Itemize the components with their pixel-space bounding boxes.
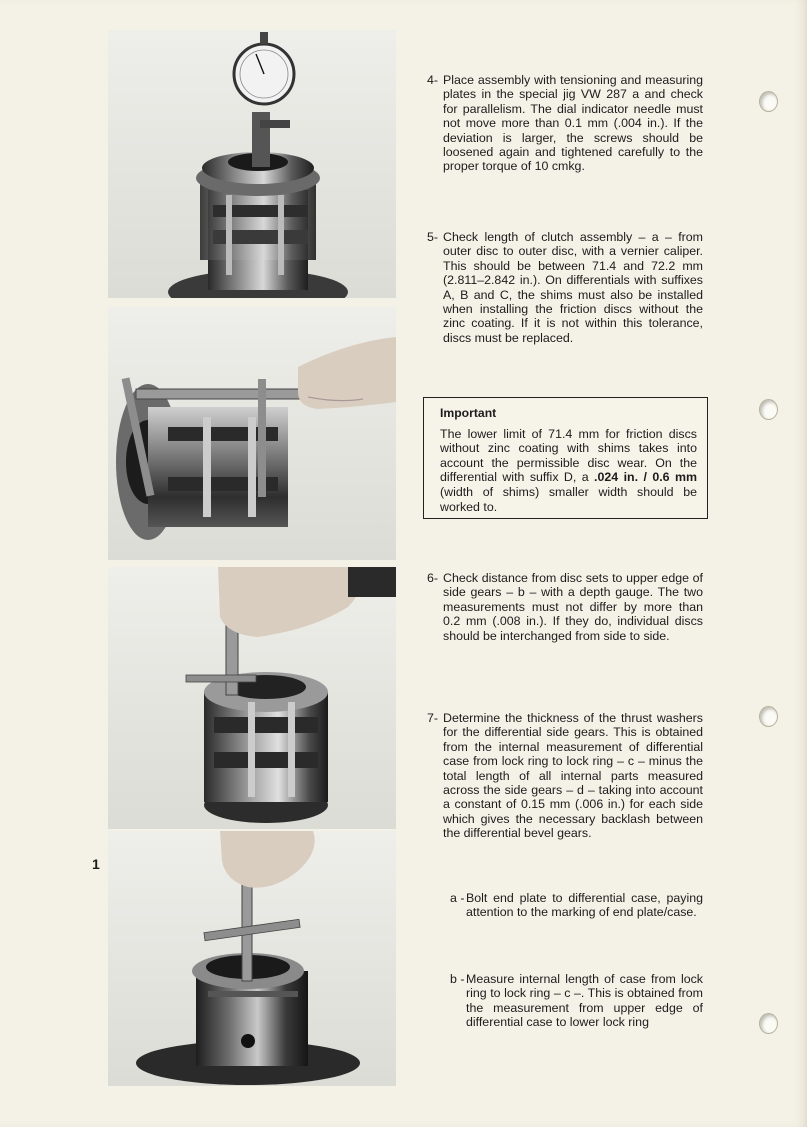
substep-a: [450, 891, 703, 920]
step-6: [427, 571, 703, 643]
page-number: 1: [92, 856, 100, 872]
substep-letter: b -: [450, 972, 465, 986]
substep-b: [450, 972, 703, 1030]
important-heading: Important: [440, 406, 497, 420]
binder-hole-icon: [759, 399, 778, 420]
substep-text: Measure internal length of case from lock ring to lock ring – c –. This is obtained from the measurement from upper edge of differential case to lower lock ring: [466, 972, 703, 1030]
photo-depth-gauge-case: [108, 831, 396, 1086]
step-number: 7-: [427, 711, 439, 725]
photo-dial-indicator: [108, 30, 396, 298]
substep-letter: a -: [450, 891, 465, 905]
step-text: Place assembly with tensioning and measuring plates in the special jig VW 287 a and check for parallelism. The dial indicator needle must not move more than 0.1 mm (.004 in.). If the deviation is larger, the screws should be loosened again and tightened carefully to the proper torque of 10 cmkg.: [443, 73, 703, 174]
binder-hole-icon: [759, 706, 778, 727]
binder-hole-icon: [759, 1013, 778, 1034]
step-text: Check distance from disc sets to upper edge of side gears – b – with a depth gauge. The two measurements must not differ by more than 0.2 mm (.008 in.). If they do, individual discs should be interchanged from side to side.: [443, 571, 703, 643]
substep-text: Bolt end plate to differential case, paying attention to the marking of end plate/case.: [466, 891, 703, 920]
step-number: 4-: [427, 73, 439, 87]
step-4: [427, 73, 703, 174]
photo-vernier-caliper: [108, 307, 396, 560]
step-number: 6-: [427, 571, 439, 585]
important-notice-box: [423, 397, 708, 519]
important-text-bold: .024 in. / 0.6 mm: [594, 470, 697, 485]
photo-depth-gauge-disc-sets: [108, 567, 396, 829]
step-5: [427, 230, 703, 345]
step-7: [427, 711, 703, 841]
binder-hole-icon: [759, 91, 778, 112]
step-text: Determine the thickness of the thrust washers for the differential side gears. This is obtained from the internal measurement of differential case from lock ring to lock ring – c – minus the total length of all internal parts measured across the side gears – d – taking into account a constant of 0.15 mm (.006 in.) for each side which gives the necessary backlash between the differential bevel gears.: [443, 711, 703, 841]
important-text-part: The lower limit of 71.4 mm for friction discs without zinc coating with shims takes into account the permissible disc wear. On the differential with suffix D, a: [440, 426, 697, 485]
step-text: Check length of clutch assembly – a – from outer disc to outer disc, with a vernier caliper. This should be between 71.4 and 72.2 mm (2.811–2.842 in.). On differentials with suffixes A, B and C, the shims must also be installed when installing the friction discs without the zinc coating. If it is not within this tolerance, discs must be replaced.: [443, 230, 703, 345]
important-text-part: (width of shims) smaller width should be worked to.: [440, 484, 697, 514]
step-number: 5-: [427, 230, 439, 244]
important-text: [440, 427, 697, 515]
